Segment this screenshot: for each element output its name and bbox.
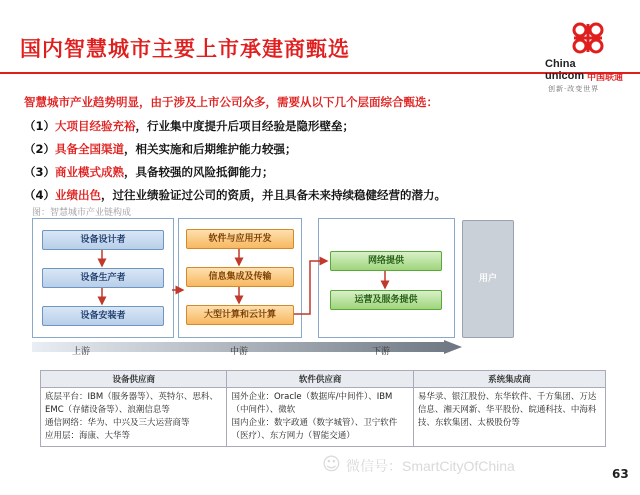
node-device-designer: 设备设计者	[42, 230, 164, 250]
node-cloud-computing: 大型计算和云计算	[186, 305, 294, 325]
stage-upstream: 上游	[72, 347, 91, 357]
criterion-rest: ，具备较强的风险抵御能力；	[124, 165, 274, 179]
page-title: 国内智慧城市主要上市承建商甄选	[20, 37, 350, 61]
header-device-suppliers: 设备供应商	[41, 371, 227, 388]
figure-caption: 图：智慧城市产业链构成	[32, 208, 132, 218]
page-number: 63	[612, 467, 629, 481]
logo-slogan: 创新·改变世界	[548, 85, 600, 93]
logo-chinese: 中国联通	[587, 73, 624, 83]
criterion-key: 业绩出色	[55, 188, 102, 202]
cell-system-integrators: 易华录、银江股份、东华软件、千方集团、万达信息、湘天网新、华平股份、皖通科技、中海科技、东软集团、太极股份等	[413, 388, 605, 447]
criterion-key: 大项目经验充裕	[55, 119, 136, 133]
cell-device-suppliers: 底层平台：IBM（服务器等）、英特尔、思科、EMC（存储设备等）、浪潮信息等 通信网络：华为、中兴及三大运营商等 应用层：海康、大华等	[41, 388, 227, 447]
header-system-integrators: 系统集成商	[413, 371, 605, 388]
stage-downstream: 下游	[372, 347, 391, 357]
criterion-num: （3）	[24, 165, 56, 179]
criterion-num: （1）	[24, 119, 56, 133]
cell-software-suppliers: 国外企业：Oracle（数据库/中间件）、IBM（中间件）、微软 国内企业：数字政通（数字城管）、卫宁软件（医疗）、东方网力（智能交通）	[227, 388, 413, 447]
criterion-rest: ，相关实施和后期维护能力较强；	[124, 142, 297, 156]
table-header-row	[41, 371, 606, 388]
table-row	[41, 388, 606, 447]
criterion-num: （2）	[24, 142, 56, 156]
node-user: 用户	[462, 220, 514, 338]
watermark: 微信号：SmartCityOfChina	[346, 458, 515, 474]
criterion-rest: ，行业集中度提升后项目经验是隐形壁垒；	[135, 119, 355, 133]
node-operations-service: 运营及服务提供	[330, 290, 442, 310]
node-device-producer: 设备生产者	[42, 268, 164, 288]
stage-midstream: 中游	[230, 347, 249, 357]
logo-en-line1: China	[545, 58, 576, 70]
arrow-mid-to-down	[294, 261, 327, 314]
criterion-num: （4）	[24, 188, 56, 202]
node-network-provider: 网络提供	[330, 251, 442, 271]
wechat-icon: ☺	[322, 454, 341, 475]
criterion-rest: ，过往业绩验证过公司的资质，并且具备未来持续稳健经营的潜力。	[101, 188, 447, 202]
node-software-dev: 软件与应用开发	[186, 229, 294, 249]
criterion-key: 具备全国渠道	[55, 142, 125, 156]
criterion-key: 商业模式成熟	[55, 165, 125, 179]
supplier-table	[40, 370, 606, 447]
logo-en-line2: unicom	[545, 70, 585, 82]
node-info-integration: 信息集成及传输	[186, 267, 294, 287]
node-device-installer: 设备安装者	[42, 306, 164, 326]
intro-text: 智慧城市产业趋势明显，由于涉及上市公司众多，需要从以下几个层面综合甄选：	[24, 95, 438, 109]
header-software-suppliers: 软件供应商	[227, 371, 413, 388]
